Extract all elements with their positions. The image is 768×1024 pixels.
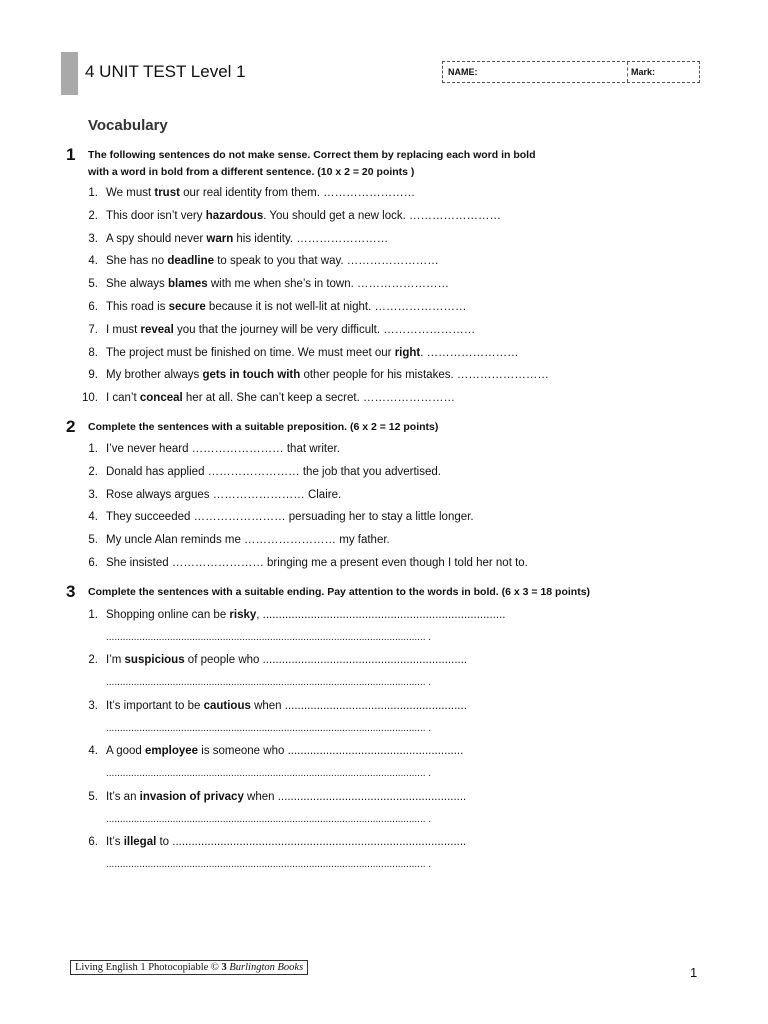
- item-text: The project must be finished on time. We must meet our: [106, 346, 395, 359]
- item-number: 3.: [88, 699, 98, 712]
- item-text: Rose always argues …………………… Claire.: [106, 488, 342, 501]
- list-item: [88, 534, 390, 547]
- list-item: [88, 369, 549, 382]
- item-number: 4.: [88, 255, 98, 268]
- item-text: My uncle Alan reminds me …………………… my father.: [106, 534, 390, 547]
- item-text-end: of people who ................................................................: [184, 654, 468, 667]
- item-keyword: risky: [229, 609, 257, 621]
- item-number: 1.: [88, 187, 98, 199]
- answer-line: ................................................................................................................... .: [106, 813, 432, 825]
- exercise-1-number: 1: [66, 145, 76, 164]
- name-label: NAME:: [448, 67, 478, 77]
- item-text: It’s an: [106, 790, 140, 803]
- item-text: They succeeded …………………… persuading her to stay a little longer.: [106, 511, 474, 524]
- item-keyword: blames: [168, 278, 208, 291]
- item-text-end: . ……………………: [420, 346, 519, 359]
- list-item: [88, 836, 467, 848]
- name-mark-box: [442, 61, 700, 83]
- item-text: Shopping online can be: [106, 609, 230, 621]
- list-item: [88, 654, 468, 667]
- item-keyword: illegal: [123, 836, 157, 848]
- item-text-end: when .........................................................: [250, 699, 467, 712]
- item-text: Donald has applied …………………… the job that you advertised.: [106, 465, 441, 478]
- item-number: 3.: [88, 488, 98, 501]
- mark-label: Mark:: [631, 67, 656, 77]
- list-item: [88, 699, 467, 712]
- item-text: I’ve never heard …………………… that writer.: [106, 443, 340, 455]
- publisher-name: Burlington Books: [229, 962, 304, 973]
- item-number: 4.: [88, 745, 98, 758]
- item-keyword: warn: [206, 232, 234, 245]
- header-accent-bar: [61, 52, 78, 95]
- list-item: [88, 443, 340, 455]
- item-text: I can’t: [106, 392, 140, 405]
- item-text-end: to ............................................................................................: [156, 836, 467, 848]
- item-keyword: deadline: [167, 255, 215, 268]
- item-text: She always: [106, 278, 169, 291]
- item-number: 9.: [88, 369, 98, 382]
- item-keyword: gets in touch with: [202, 369, 301, 382]
- list-item: [88, 465, 441, 478]
- item-keyword: reveal: [140, 323, 174, 336]
- item-text-end: when ...........................................................: [243, 790, 467, 803]
- item-number: 1.: [88, 609, 98, 621]
- item-number: 6.: [88, 301, 98, 313]
- exercise-3-number: 3: [66, 582, 76, 601]
- list-item: [88, 232, 389, 245]
- item-text-end: other people for his mistakes. ……………………: [300, 369, 549, 382]
- page-title: 4 UNIT TEST Level 1: [85, 62, 246, 81]
- item-text: I’m: [106, 654, 125, 667]
- item-text-end: . You should get a new lock. ……………………: [263, 209, 501, 222]
- item-text: It’s important to be: [106, 699, 204, 712]
- item-text: A spy should never: [106, 232, 207, 245]
- exercise-2-number: 2: [66, 417, 76, 436]
- item-text: I must: [106, 323, 141, 336]
- item-number: 5.: [88, 534, 98, 547]
- list-item: [88, 209, 501, 222]
- item-text: She insisted …………………… bringing me a present even though I told her not to.: [106, 557, 528, 569]
- item-text-end: our real identity from them. ……………………: [179, 187, 416, 199]
- list-item: [82, 392, 455, 405]
- item-number: 1.: [88, 443, 98, 455]
- item-text-end: , ............................................................................: [256, 609, 506, 621]
- exercise-1-instruction-line-1: The following sentences do not make sense. Correct them by replacing each word in bold: [88, 149, 536, 161]
- exercise-1-instruction-line-2: with a word in bold from a different sentence. (10 x 2 = 20 points ): [88, 166, 415, 178]
- page-number: 1: [690, 965, 698, 980]
- answer-line: ................................................................................................................... .: [106, 859, 432, 870]
- item-number: 3.: [88, 232, 98, 245]
- list-item: [88, 511, 474, 524]
- list-item: [88, 790, 467, 803]
- list-item: [88, 488, 342, 501]
- item-number: 8.: [88, 346, 98, 359]
- section-title: Vocabulary: [88, 117, 168, 134]
- item-text: She has no: [106, 255, 168, 268]
- item-text-end: you that the journey will be very difficult. ……………………: [173, 323, 476, 336]
- list-item: [88, 278, 450, 291]
- item-keyword: secure: [168, 301, 206, 313]
- item-number: 5.: [88, 278, 98, 291]
- footer-copyright: Living English 1 Photocopiable © 3 Burlington Books: [70, 960, 308, 975]
- item-number: 2.: [88, 465, 98, 478]
- item-keyword: right: [394, 346, 421, 359]
- item-keyword: invasion of privacy: [139, 790, 244, 803]
- item-text-end: to speak to you that way. ……………………: [214, 255, 439, 268]
- item-text: We must: [106, 187, 155, 199]
- item-text-end: his identity. ……………………: [233, 232, 389, 245]
- item-keyword: hazardous: [205, 209, 264, 222]
- item-keyword: trust: [154, 187, 180, 199]
- item-text: My brother always: [106, 369, 203, 382]
- item-number: 7.: [88, 323, 98, 336]
- item-text: This road is: [106, 301, 169, 313]
- list-item: [88, 323, 476, 336]
- item-number: 4.: [88, 511, 98, 524]
- item-number: 5.: [88, 790, 98, 803]
- answer-line: ................................................................................................................... .: [106, 768, 432, 780]
- item-text-end: is someone who .......................................................: [198, 745, 464, 758]
- answer-line: ................................................................................................................... .: [106, 677, 432, 689]
- list-item: [88, 255, 439, 268]
- item-text-end: her at all. She can’t keep a secret. ……………………: [182, 392, 455, 405]
- item-keyword: conceal: [139, 392, 183, 405]
- item-text: It’s: [106, 836, 124, 848]
- item-number: 6.: [88, 557, 98, 569]
- item-keyword: suspicious: [124, 654, 185, 667]
- item-number: 2.: [88, 654, 98, 667]
- item-keyword: cautious: [203, 699, 251, 712]
- item-number: 2.: [88, 209, 98, 222]
- item-text-end: because it is not well-lit at night. ……………………: [205, 301, 467, 313]
- exercise-2-instruction: Complete the sentences with a suitable preposition. (6 x 2 = 12 points): [88, 421, 439, 433]
- list-item: [88, 346, 519, 359]
- list-item: [88, 745, 464, 758]
- list-item: [88, 609, 506, 621]
- list-item: [88, 187, 416, 199]
- item-number: 6.: [88, 836, 98, 848]
- item-text: A good: [106, 745, 146, 758]
- answer-line: ................................................................................................................... .: [106, 632, 432, 643]
- item-text: This door isn’t very: [106, 209, 206, 222]
- item-text-end: with me when she’s in town. ……………………: [207, 278, 450, 291]
- item-number: 10.: [82, 392, 98, 405]
- exercise-3-instruction: Complete the sentences with a suitable ending. Pay attention to the words in bold. (6 x 3 = 18 points): [88, 586, 591, 598]
- list-item: [88, 557, 528, 569]
- list-item: [88, 301, 467, 313]
- item-keyword: employee: [145, 745, 199, 758]
- answer-line: ................................................................................................................... .: [106, 722, 432, 734]
